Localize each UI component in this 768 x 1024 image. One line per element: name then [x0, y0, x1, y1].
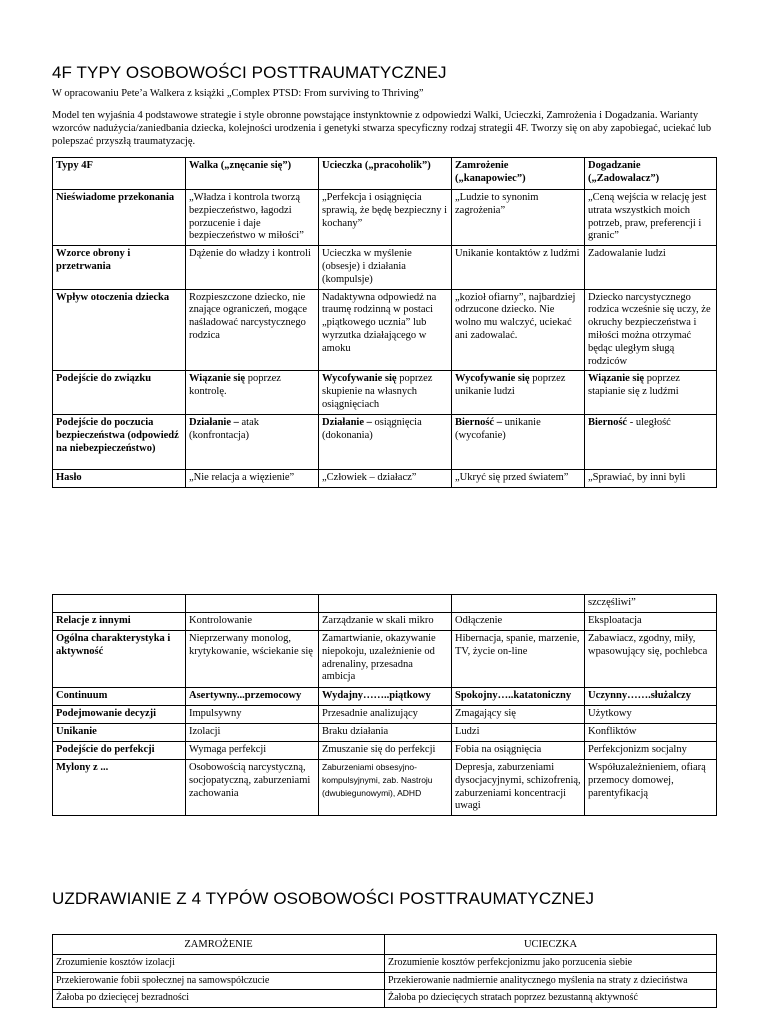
header-cell: Walka („znęcanie się”) — [186, 158, 319, 190]
table-cell: Braku działania — [319, 724, 452, 742]
row-label: Continuum — [53, 688, 186, 706]
table-cell: Zarządzanie w skali mikro — [319, 613, 452, 631]
table-row — [53, 990, 717, 1008]
header-cell: UCIECZKA — [385, 935, 717, 955]
table-cell: Dążenie do władzy i kontroli — [186, 246, 319, 289]
table-cell — [452, 415, 585, 470]
table-cell: Kontrolowanie — [186, 613, 319, 631]
cell-text-small: Zaburzeniami obsesyjno-kompulsyjnymi, zab. Nastroju (dwubiegunowymi), ADHD — [322, 762, 433, 798]
row-label: Wzorce obrony i przetrwania — [53, 246, 186, 289]
table-cell: Przekierowanie nadmiernie analitycznego myślenia na straty z dzieciństwa — [385, 972, 717, 990]
row-label: Hasło — [53, 470, 186, 488]
table-cell: szczęśliwi” — [585, 595, 717, 613]
table-cell — [585, 371, 717, 415]
table-cell: Depresja, zaburzeniami dysocjacyjnymi, schizofrenią, zaburzeniami koncentracji uwagi — [452, 760, 585, 816]
table-cell: Impulsywny — [186, 706, 319, 724]
table-cell: Zamartwianie, okazywanie niepokoju, uzależnienie od adrenaliny, przesadna ambicja — [319, 631, 452, 688]
table-cell: Przekierowanie fobii społecznej na samowspółczucie — [53, 972, 385, 990]
table-cell — [319, 415, 452, 470]
table-cell: „Perfekcja i osiągnięcia sprawią, że będę bezpieczny i kochany” — [319, 190, 452, 246]
table-cell — [452, 371, 585, 415]
table-header-row — [53, 935, 717, 955]
table-cell: Zmagający się — [452, 706, 585, 724]
bold-term: Bierność – — [455, 417, 502, 429]
table-cell: Użytkowy — [585, 706, 717, 724]
table-row — [53, 613, 717, 631]
table-row — [53, 371, 717, 415]
types-table — [52, 157, 717, 488]
cell-text: - uległość — [627, 417, 671, 429]
table-cell: Zrozumienie kosztów perfekcjonizmu jako porzucenia siebie — [385, 955, 717, 973]
table-cell: Żałoba po dziecięcych stratach poprzez bezustanną aktywność — [385, 990, 717, 1008]
row-label: Wpływ otoczenia dziecka — [53, 289, 186, 371]
row-label: Mylony z ... — [53, 760, 186, 816]
table-cell: Fobia na osiągnięcia — [452, 742, 585, 760]
table-cell: Unikanie kontaktów z ludźmi — [452, 246, 585, 289]
bold-term: Działanie – — [189, 417, 239, 429]
intro-paragraph: Model ten wyjaśnia 4 podstawowe strategie i style obronne powstające instynktownie z odpowiedzi Walki, Ucieczki, Zamrożenia i Dogadzania. Warianty wzorców nadużycia/zaniedbania dziecka, kolejności urodzenia i genetyki stwarza specyficzny rodzaj strategii 4F. Tworzy się on aby zapobiegać, uciekać lub polepszać przyszłą traumatyzację. — [52, 110, 712, 148]
table-row — [53, 631, 717, 688]
table-cell: Eksploatacja — [585, 613, 717, 631]
cell-text: osiągnięcia (dokonania) — [322, 417, 422, 442]
cell-text: atak (konfrontacja) — [189, 417, 259, 442]
row-label: Podejmowanie decyzji — [53, 706, 186, 724]
table-cell: Asertywny...przemocowy — [186, 688, 319, 706]
table-header-row — [53, 158, 717, 190]
table-cell — [53, 595, 186, 613]
table-row — [53, 470, 717, 488]
table-cell — [186, 371, 319, 415]
table-cell: Nieprzerwany monolog, krytykowanie, wściekanie się — [186, 631, 319, 688]
row-label: Podejście do perfekcji — [53, 742, 186, 760]
table-cell: „Władza i kontrola tworzą bezpieczeństwo, łagodzi porzucenie i daje bezpieczeństwo w miłości” — [186, 190, 319, 246]
table-cell: Izolacji — [186, 724, 319, 742]
table-row — [53, 190, 717, 246]
row-label: Unikanie — [53, 724, 186, 742]
row-label: Nieświadome przekonania — [53, 190, 186, 246]
table-cell: „Człowiek – działacz” — [319, 470, 452, 488]
table-cell: Wydajny……..piątkowy — [319, 688, 452, 706]
table-row — [53, 972, 717, 990]
table-row — [53, 706, 717, 724]
table-cell: Perfekcjonizm socjalny — [585, 742, 717, 760]
section-heading: UZDRAWIANIE Z 4 TYPÓW OSOBOWOŚCI POSTTRAUMATYCZNEJ — [52, 889, 595, 908]
row-label: Podejście do związku — [53, 371, 186, 415]
cell-text: poprzez skupienie na własnych osiągnięciach — [322, 373, 433, 410]
table-cell — [319, 595, 452, 613]
table-cell — [186, 595, 319, 613]
table-cell: Rozpieszczone dziecko, nie znające ograniczeń, mogące naśladować narcystycznego rodzica — [186, 289, 319, 371]
header-cell: Dogadzanie („Zadowalacz”) — [585, 158, 717, 190]
table-cell: „Ceną wejścia w relację jest utrata wszystkich moich potrzeb, praw, preferencji i granic” — [585, 190, 717, 246]
table-cell — [319, 371, 452, 415]
table-row — [53, 415, 717, 470]
row-label: Ogólna charakterystyka i aktywność — [53, 631, 186, 688]
table-row — [53, 595, 717, 613]
header-cell: ZAMROŻENIE — [53, 935, 385, 955]
table-cell — [319, 760, 452, 816]
table-cell: Dziecko narcystycznego rodzica wcześnie się uczy, że okruchy bezpieczeństwa i miłości można otrzymać będąc uległym sługą rodziców — [585, 289, 717, 371]
table-row — [53, 688, 717, 706]
table-cell: Hibernacja, spanie, marzenie, TV, życie on-line — [452, 631, 585, 688]
table-row — [53, 724, 717, 742]
table-cell: Zmuszanie się do perfekcji — [319, 742, 452, 760]
table-cell: Osobowością narcystyczną, socjopatyczną, zaburzeniami zachowania — [186, 760, 319, 816]
header-cell: Typy 4F — [53, 158, 186, 190]
bold-term: Bierność — [588, 417, 628, 429]
row-label: Podejście do poczucia bezpieczeństwa (odpowiedź na niebezpieczeństwo) — [53, 415, 186, 470]
table-cell — [452, 595, 585, 613]
bold-term: Wycofywanie się — [455, 373, 530, 385]
table-row — [53, 742, 717, 760]
table-cell: Nadaktywna odpowiedź na traumę rodzinną w postaci „piątkowego ucznia” lub wyrzutka działającego w amoku — [319, 289, 452, 371]
table-cell: Ludzi — [452, 724, 585, 742]
table-cell: Konfliktów — [585, 724, 717, 742]
table-row — [53, 955, 717, 973]
table-cell — [186, 415, 319, 470]
cell-text: poprzez stapianie się z ludźmi — [588, 373, 680, 398]
bold-term: Wycofywanie się — [322, 373, 397, 385]
table-cell: Zabawiacz, zgodny, miły, wpasowujący się, pochlebca — [585, 631, 717, 688]
header-cell: Ucieczka („pracoholik”) — [319, 158, 452, 190]
table-cell: Ucieczka w myślenie (obsesje) i działania (kompulsje) — [319, 246, 452, 289]
table-cell: Współuzależnieniem, ofiarą przemocy domowej, parentyfikacją — [585, 760, 717, 816]
table-cell: Przesadnie analizujący — [319, 706, 452, 724]
healing-table — [52, 934, 717, 1008]
table-cell: Spokojny…..katatoniczny — [452, 688, 585, 706]
bold-term: Wiązanie się — [189, 373, 246, 385]
table-row — [53, 289, 717, 371]
table-cell: Wymaga perfekcji — [186, 742, 319, 760]
table-cell: „Ukryć się przed światem” — [452, 470, 585, 488]
table-cell: „Sprawiać, by inni byli — [585, 470, 717, 488]
subtitle: W opracowaniu Pete’a Walkera z książki „Complex PTSD: From surviving to Thriving” — [52, 88, 424, 99]
cell-text: poprzez unikanie ludzi — [455, 373, 566, 398]
bold-term: Wiązanie się — [588, 373, 645, 385]
table-cell: „Nie relacja a więzienie” — [186, 470, 319, 488]
row-label: Relacje z innymi — [53, 613, 186, 631]
table-cell: Zadowalanie ludzi — [585, 246, 717, 289]
table-cell: Odłączenie — [452, 613, 585, 631]
bold-term: Działanie – — [322, 417, 372, 429]
types-table-continued — [52, 594, 717, 816]
header-cell: Zamrożenie („kanapowiec”) — [452, 158, 585, 190]
page-title: 4F TYPY OSOBOWOŚCI POSTTRAUMATYCZNEJ — [52, 63, 447, 82]
cell-text: unikanie (wycofanie) — [455, 417, 541, 442]
table-cell: „kozioł ofiarny”, najbardziej odrzucone dziecko. Nie wolno mu walczyć, uciekać ani zadowalać. — [452, 289, 585, 371]
table-row — [53, 760, 717, 816]
table-cell: Zrozumienie kosztów izolacji — [53, 955, 385, 973]
table-cell: Uczynny…….służalczy — [585, 688, 717, 706]
table-row — [53, 246, 717, 289]
table-cell: „Ludzie to synonim zagrożenia” — [452, 190, 585, 246]
table-cell — [585, 415, 717, 470]
cell-text: poprzez kontrolę. — [189, 373, 281, 398]
table-cell: Żałoba po dziecięcej bezradności — [53, 990, 385, 1008]
